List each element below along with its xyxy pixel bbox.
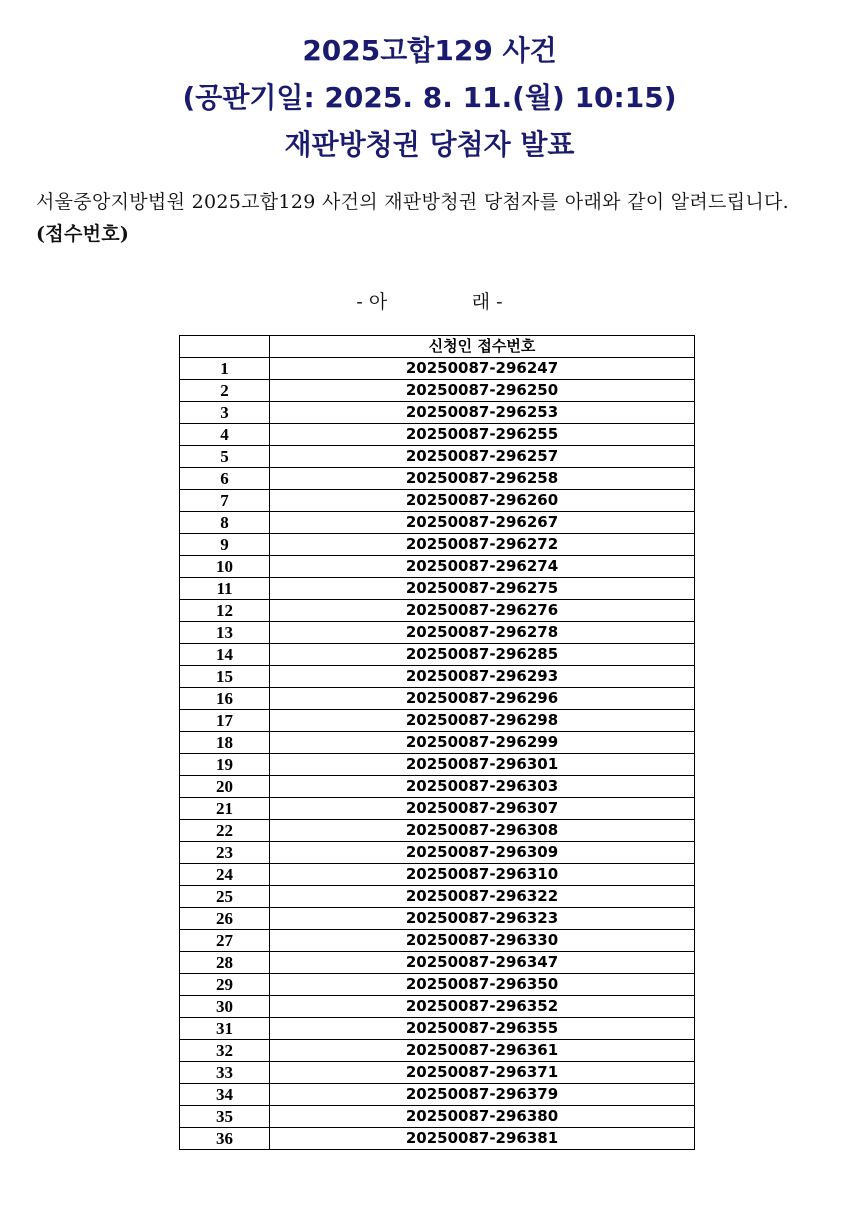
table-body (180, 358, 695, 1150)
row-number: 18 (180, 732, 270, 754)
table-row (180, 512, 695, 534)
receipt-number: 20250087-296322 (270, 886, 695, 908)
row-number: 9 (180, 534, 270, 556)
table-row (180, 776, 695, 798)
row-number: 4 (180, 424, 270, 446)
receipt-number: 20250087-296285 (270, 644, 695, 666)
table-row (180, 754, 695, 776)
row-number: 26 (180, 908, 270, 930)
row-number: 5 (180, 446, 270, 468)
receipt-number: 20250087-296381 (270, 1128, 695, 1150)
row-number: 3 (180, 402, 270, 424)
row-number: 14 (180, 644, 270, 666)
receipt-number: 20250087-296298 (270, 710, 695, 732)
row-number: 34 (180, 1084, 270, 1106)
receipt-number: 20250087-296260 (270, 490, 695, 512)
row-number: 29 (180, 974, 270, 996)
intro-bold-note: (접수번호) (36, 223, 130, 245)
receipt-number: 20250087-296330 (270, 930, 695, 952)
announcement-heading: 재판방청권 당첨자 발표 (284, 128, 575, 161)
receipt-number: 20250087-296347 (270, 952, 695, 974)
row-number: 16 (180, 688, 270, 710)
column-header-receipt: 신청인 접수번호 (270, 336, 695, 358)
table-row (180, 1128, 695, 1150)
row-number: 11 (180, 578, 270, 600)
table-row (180, 534, 695, 556)
receipt-number: 20250087-296293 (270, 666, 695, 688)
row-number: 21 (180, 798, 270, 820)
table-row (180, 798, 695, 820)
row-number: 6 (180, 468, 270, 490)
row-number: 12 (180, 600, 270, 622)
table-row (180, 446, 695, 468)
row-number: 10 (180, 556, 270, 578)
row-number: 17 (180, 710, 270, 732)
receipt-number: 20250087-296276 (270, 600, 695, 622)
receipt-number: 20250087-296352 (270, 996, 695, 1018)
table-row (180, 1084, 695, 1106)
row-number: 31 (180, 1018, 270, 1040)
receipt-number: 20250087-296267 (270, 512, 695, 534)
table-row (180, 886, 695, 908)
winners-table (179, 335, 695, 1150)
table-row (180, 578, 695, 600)
receipt-number: 20250087-296303 (270, 776, 695, 798)
receipt-number: 20250087-296257 (270, 446, 695, 468)
row-number: 23 (180, 842, 270, 864)
receipt-number: 20250087-296371 (270, 1062, 695, 1084)
receipt-number: 20250087-296299 (270, 732, 695, 754)
document-title: 2025고합129 사건 (302, 34, 557, 67)
row-number: 28 (180, 952, 270, 974)
table-row (180, 974, 695, 996)
table-row (180, 864, 695, 886)
table-row (180, 1106, 695, 1128)
intro-text: 서울중앙지방법원 2025고합129 사건의 재판방청권 당첨자를 아래와 같이 알려드립니다. (36, 191, 790, 213)
receipt-number: 20250087-296307 (270, 798, 695, 820)
receipt-number: 20250087-296274 (270, 556, 695, 578)
table-row (180, 930, 695, 952)
section-marker-left: - 아 (356, 291, 388, 313)
row-number: 15 (180, 666, 270, 688)
table-row (180, 600, 695, 622)
table-row (180, 1062, 695, 1084)
table-row (180, 842, 695, 864)
receipt-number: 20250087-296255 (270, 424, 695, 446)
row-number: 27 (180, 930, 270, 952)
row-number: 8 (180, 512, 270, 534)
receipt-number: 20250087-296253 (270, 402, 695, 424)
receipt-number: 20250087-296309 (270, 842, 695, 864)
receipt-number: 20250087-296350 (270, 974, 695, 996)
column-header-number (180, 336, 270, 358)
row-number: 19 (180, 754, 270, 776)
table-row (180, 380, 695, 402)
table-row (180, 622, 695, 644)
table-header-row (180, 336, 695, 358)
receipt-number: 20250087-296355 (270, 1018, 695, 1040)
row-number: 7 (180, 490, 270, 512)
receipt-number: 20250087-296310 (270, 864, 695, 886)
table-row (180, 908, 695, 930)
receipt-number: 20250087-296301 (270, 754, 695, 776)
table-row (180, 490, 695, 512)
hearing-date-subtitle: (공판기일: 2025. 8. 11.(월) 10:15) (182, 81, 677, 114)
table-row (180, 358, 695, 380)
receipt-number: 20250087-296247 (270, 358, 695, 380)
receipt-number: 20250087-296272 (270, 534, 695, 556)
section-marker (0, 287, 859, 314)
receipt-number: 20250087-296361 (270, 1040, 695, 1062)
table-row (180, 556, 695, 578)
row-number: 24 (180, 864, 270, 886)
table-row (180, 644, 695, 666)
table-row (180, 424, 695, 446)
row-number: 1 (180, 358, 270, 380)
row-number: 25 (180, 886, 270, 908)
row-number: 35 (180, 1106, 270, 1128)
row-number: 22 (180, 820, 270, 842)
row-number: 32 (180, 1040, 270, 1062)
receipt-number: 20250087-296296 (270, 688, 695, 710)
table-row (180, 952, 695, 974)
row-number: 36 (180, 1128, 270, 1150)
row-number: 2 (180, 380, 270, 402)
section-marker-right: 래 - (471, 291, 503, 313)
table-row (180, 820, 695, 842)
receipt-number: 20250087-296278 (270, 622, 695, 644)
row-number: 30 (180, 996, 270, 1018)
table-row (180, 710, 695, 732)
receipt-number: 20250087-296379 (270, 1084, 695, 1106)
row-number: 33 (180, 1062, 270, 1084)
intro-paragraph (36, 186, 816, 250)
table-row (180, 996, 695, 1018)
table-row (180, 1040, 695, 1062)
receipt-number: 20250087-296308 (270, 820, 695, 842)
row-number: 13 (180, 622, 270, 644)
receipt-number: 20250087-296275 (270, 578, 695, 600)
table-row (180, 402, 695, 424)
table-row (180, 1018, 695, 1040)
receipt-number: 20250087-296323 (270, 908, 695, 930)
receipt-number: 20250087-296380 (270, 1106, 695, 1128)
table-row (180, 732, 695, 754)
table-row (180, 666, 695, 688)
table-row (180, 468, 695, 490)
receipt-number: 20250087-296258 (270, 468, 695, 490)
table-row (180, 688, 695, 710)
row-number: 20 (180, 776, 270, 798)
receipt-number: 20250087-296250 (270, 380, 695, 402)
